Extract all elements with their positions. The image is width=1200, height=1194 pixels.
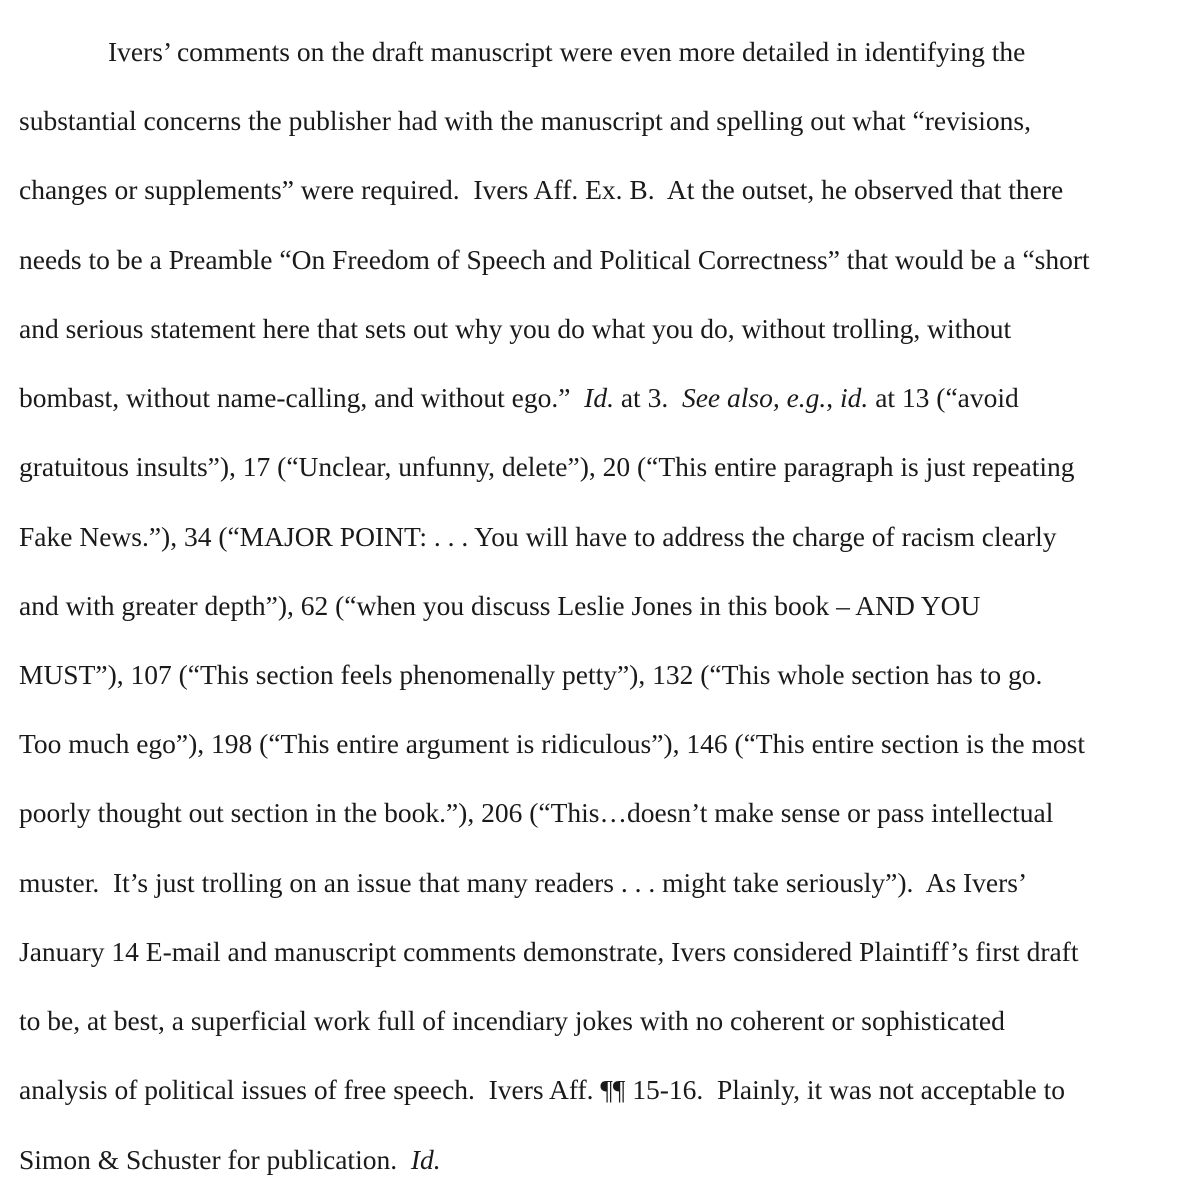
text-line-6: [19, 378, 1019, 418]
text-segment: gratuitous insults”), 17 (“Unclear, unfunny, delete”), 20 (“This entire paragraph is just repeating: [19, 451, 1075, 482]
citation-id: Id.: [584, 382, 614, 413]
text-line-17: [19, 1140, 441, 1180]
text-segment: needs to be a Preamble “On Freedom of Speech and Political Correctness” that would be a “short: [19, 244, 1090, 275]
text-line-15: [19, 1001, 1005, 1041]
text-line-5: [19, 309, 1011, 349]
text-segment: and with greater depth”), 62 (“when you discuss Leslie Jones in this book – AND YOU: [19, 590, 981, 621]
text-segment: and serious statement here that sets out why you do what you do, without trolling, without: [19, 313, 1012, 344]
citation-see-also: See also, e.g.: [681, 382, 827, 413]
text-line-4: [19, 240, 1090, 280]
text-segment: bombast, without name-calling, and without ego.”: [19, 382, 585, 413]
text-line-16: [19, 1070, 1065, 1110]
text-segment: Too much ego”), 198 (“This entire argument is ridiculous”), 146 (“This entire section is the most: [19, 728, 1085, 759]
text-segment: substantial concerns the publisher had with the manuscript and spelling out what “revisions,: [19, 105, 1031, 136]
text-line-13: [19, 863, 1027, 903]
text-line-9: [19, 586, 980, 626]
citation-id: Id.: [410, 1144, 441, 1175]
text-line-8: [19, 517, 1057, 557]
text-segment: analysis of political issues of free speech. Ivers Aff. ¶¶ 15-16. Plainly, it was not acceptable to: [19, 1074, 1065, 1105]
text-line-14: [19, 932, 1078, 972]
text-line-2: [19, 101, 1031, 141]
text-segment: Simon & Schuster for publication.: [19, 1144, 411, 1175]
text-segment: January 14 E-mail and manuscript comments demonstrate, Ivers considered Plaintiff’s first draft: [19, 936, 1079, 967]
text-segment: to be, at best, a superficial work full of incendiary jokes with no coherent or sophisticated: [19, 1005, 1005, 1036]
text-segment: at 3.: [613, 382, 682, 413]
citation-id: id.: [840, 382, 869, 413]
text-segment: at 13 (“avoid: [868, 382, 1019, 413]
text-line-11: [19, 724, 1085, 764]
text-segment: Fake News.”), 34 (“MAJOR POINT: . . . You will have to address the charge of racism clearly: [19, 521, 1057, 552]
text-line-1: [108, 32, 1025, 72]
text-segment: poorly thought out section in the book.”), 206 (“This…doesn’t make sense or pass intellectual: [19, 797, 1054, 828]
text-segment: MUST”), 107 (“This section feels phenomenally petty”), 132 (“This whole section has to go.: [19, 659, 1043, 690]
text-line-7: [19, 447, 1075, 487]
text-segment: muster. It’s just trolling on an issue that many readers . . . might take seriously”). As Ivers’: [19, 867, 1028, 898]
text-segment: changes or supplements” were required. Ivers Aff. Ex. B. At the outset, he observed that there: [19, 174, 1064, 205]
text-line-3: [19, 170, 1063, 210]
text-segment: ,: [826, 382, 841, 413]
text-line-10: [19, 655, 1042, 695]
text-segment: Ivers’ comments on the draft manuscript were even more detailed in identifying the: [108, 36, 1026, 67]
text-line-12: [19, 793, 1053, 833]
